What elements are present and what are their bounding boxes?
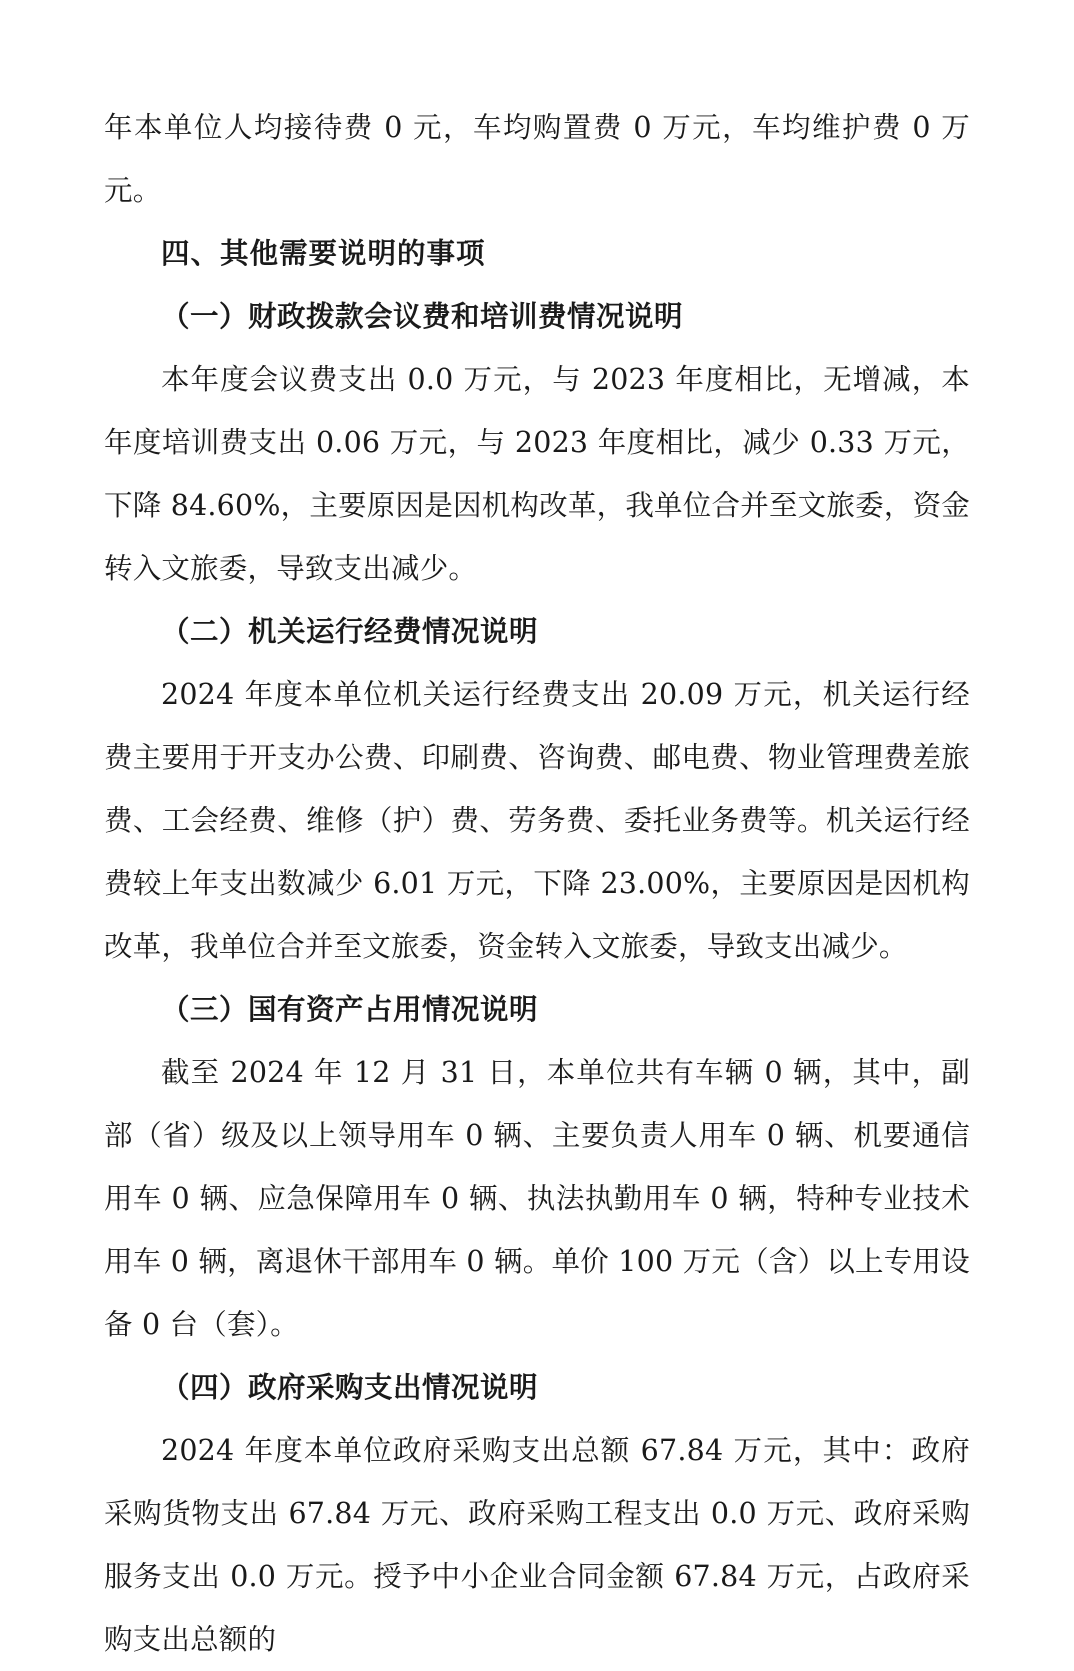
subsection-four-paragraph: 2024 年度本单位政府采购支出总额 67.84 万元，其中：政府采购货物支出 67.84 万元、政府采购工程支出 0.0 万元、政府采购服务支出 0.0 万元。授予中小企业合同金额 67.84 万元，占政府采购支出总额的 bbox=[104, 1434, 970, 1656]
subsection-one-paragraph: 本年度会议费支出 0.0 万元，与 2023 年度相比，无增减，本年度培训费支出 0.06 万元，与 2023 年度相比，减少 0.33 万元，下降 84.60%，主要原因是因机构改革，我单位合并至文旅委，资金转入文旅委，导致支出减少。 bbox=[104, 363, 970, 585]
section-heading-four: 四、其他需要说明的事项 bbox=[161, 237, 486, 270]
subsection-heading-four: （四）政府采购支出情况说明 bbox=[161, 1371, 539, 1404]
document-body bbox=[104, 96, 970, 1671]
subsection-heading-two: （二）机关运行经费情况说明 bbox=[161, 615, 539, 648]
subsection-heading-one: （一）财政拨款会议费和培训费情况说明 bbox=[161, 300, 684, 333]
subsection-three-paragraph: 截至 2024 年 12 月 31 日，本单位共有车辆 0 辆，其中，副部（省）级及以上领导用车 0 辆、主要负责人用车 0 辆、机要通信用车 0 辆、应急保障用车 0 辆、执法执勤用车 0 辆，特种专业技术用车 0 辆，离退休干部用车 0 辆。单价 100 万元（含）以上专用设备 0 台（套）。 bbox=[104, 1056, 970, 1341]
subsection-two-paragraph: 2024 年度本单位机关运行经费支出 20.09 万元，机关运行经费主要用于开支办公费、印刷费、咨询费、邮电费、物业管理费差旅费、工会经费、维修（护）费、劳务费、委托业务费等。机关运行经费较上年支出数减少 6.01 万元，下降 23.00%，主要原因是因机构改革，我单位合并至文旅委，资金转入文旅委，导致支出减少。 bbox=[104, 678, 970, 963]
paragraph-continued: 年本单位人均接待费 0 元，车均购置费 0 万元，车均维护费 0 万元。 bbox=[104, 111, 970, 207]
subsection-heading-three: （三）国有资产占用情况说明 bbox=[161, 993, 539, 1026]
